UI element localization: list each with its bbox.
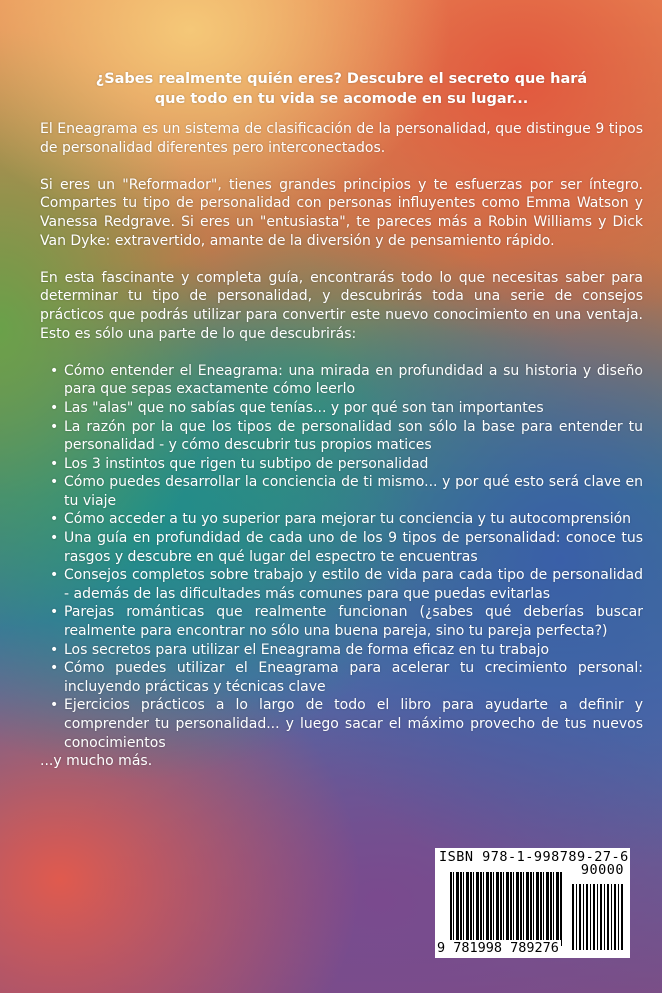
list-item: • Cómo acceder a tu yo superior para mejorar tu conciencia y tu autocomprensión [50, 510, 643, 529]
isbn-barcode [435, 848, 630, 958]
list-item: • La razón por la que los tipos de personalidad son sólo la base para entender tu personalidad - y cómo descubrir tus propios matices [50, 418, 643, 455]
isbn-text: ISBN 978-1-998789-27-6 [439, 849, 629, 865]
barcode-number: 9 781998 789276 [437, 940, 559, 956]
benefits-list [40, 362, 643, 752]
addon-barcode-bars [572, 884, 624, 950]
list-item: • Ejercicios prácticos a lo largo de todo el libro para ayudarte a definir y comprender tu personalidad... y luego sacar el máximo provecho de tus nuevos conocimientos [50, 696, 643, 752]
back-cover-text [40, 70, 643, 771]
headline-line: que todo en tu vida se acomode en su lugar... [154, 90, 529, 107]
barcode-bars [450, 872, 562, 946]
list-item: • Los 3 instintos que rigen tu subtipo de personalidad [50, 455, 643, 474]
types-paragraph: Si eres un "Reformador", tienes grandes principios y te esfuerzas por ser íntegro. Compartes tu tipo de personalidad con personas influyentes como Emma Watson y Vanessa Redgrave. Si eres un "entusiasta", te pareces más a Robin Williams y Dick Van Dyke: extravertido, amante de la diversión y de pensamiento rápido. [40, 176, 643, 249]
headline-line: ¿Sabes realmente quién eres? Descubre el secreto que hará [95, 71, 588, 87]
list-item: • Las "alas" que no sabías que tenías... y por qué son tan importantes [50, 399, 643, 418]
list-item: • Cómo entender el Eneagrama: una mirada en profundidad a su historia y diseño para que sepas exactamente cómo leerlo [50, 362, 643, 399]
price-code: 90000 [580, 862, 624, 878]
list-item: • Parejas románticas que realmente funcionan (¿sabes qué deberías buscar realmente para encontrar no sólo una buena pareja, sino tu pareja perfecta?) [50, 603, 643, 640]
list-item: • Los secretos para utilizar el Eneagrama de forma eficaz en tu trabajo [50, 641, 643, 660]
list-item: • Consejos completos sobre trabajo y estilo de vida para cada tipo de personalidad - además de las dificultades más comunes para que puedas evitarlas [50, 566, 643, 603]
list-item: • Cómo puedes desarrollar la conciencia de ti mismo... y por qué esto será clave en tu viaje [50, 473, 643, 510]
list-item: • Cómo puedes utilizar el Eneagrama para acelerar tu crecimiento personal: incluyendo prácticas y técnicas clave [50, 659, 643, 696]
intro-paragraph: El Eneagrama es un sistema de clasificación de la personalidad, que distingue 9 tipos de personalidad diferentes pero interconectados. [40, 121, 643, 156]
list-item: • Una guía en profundidad de cada uno de los 9 tipos de personalidad: conoce tus rasgos y descubre en qué lugar del espectro te encuentras [50, 529, 643, 566]
headline [40, 70, 643, 109]
guide-paragraph: En esta fascinante y completa guía, encontrarás todo lo que necesitas saber para determinar tu tipo de personalidad, y descubrirás toda una serie de consejos prácticos que podrás utilizar para convertir este nuevo conocimiento en una ventaja. Esto es sólo una parte de lo que descubrirás: [40, 269, 643, 342]
closing-text: ...y mucho más. [40, 753, 153, 770]
